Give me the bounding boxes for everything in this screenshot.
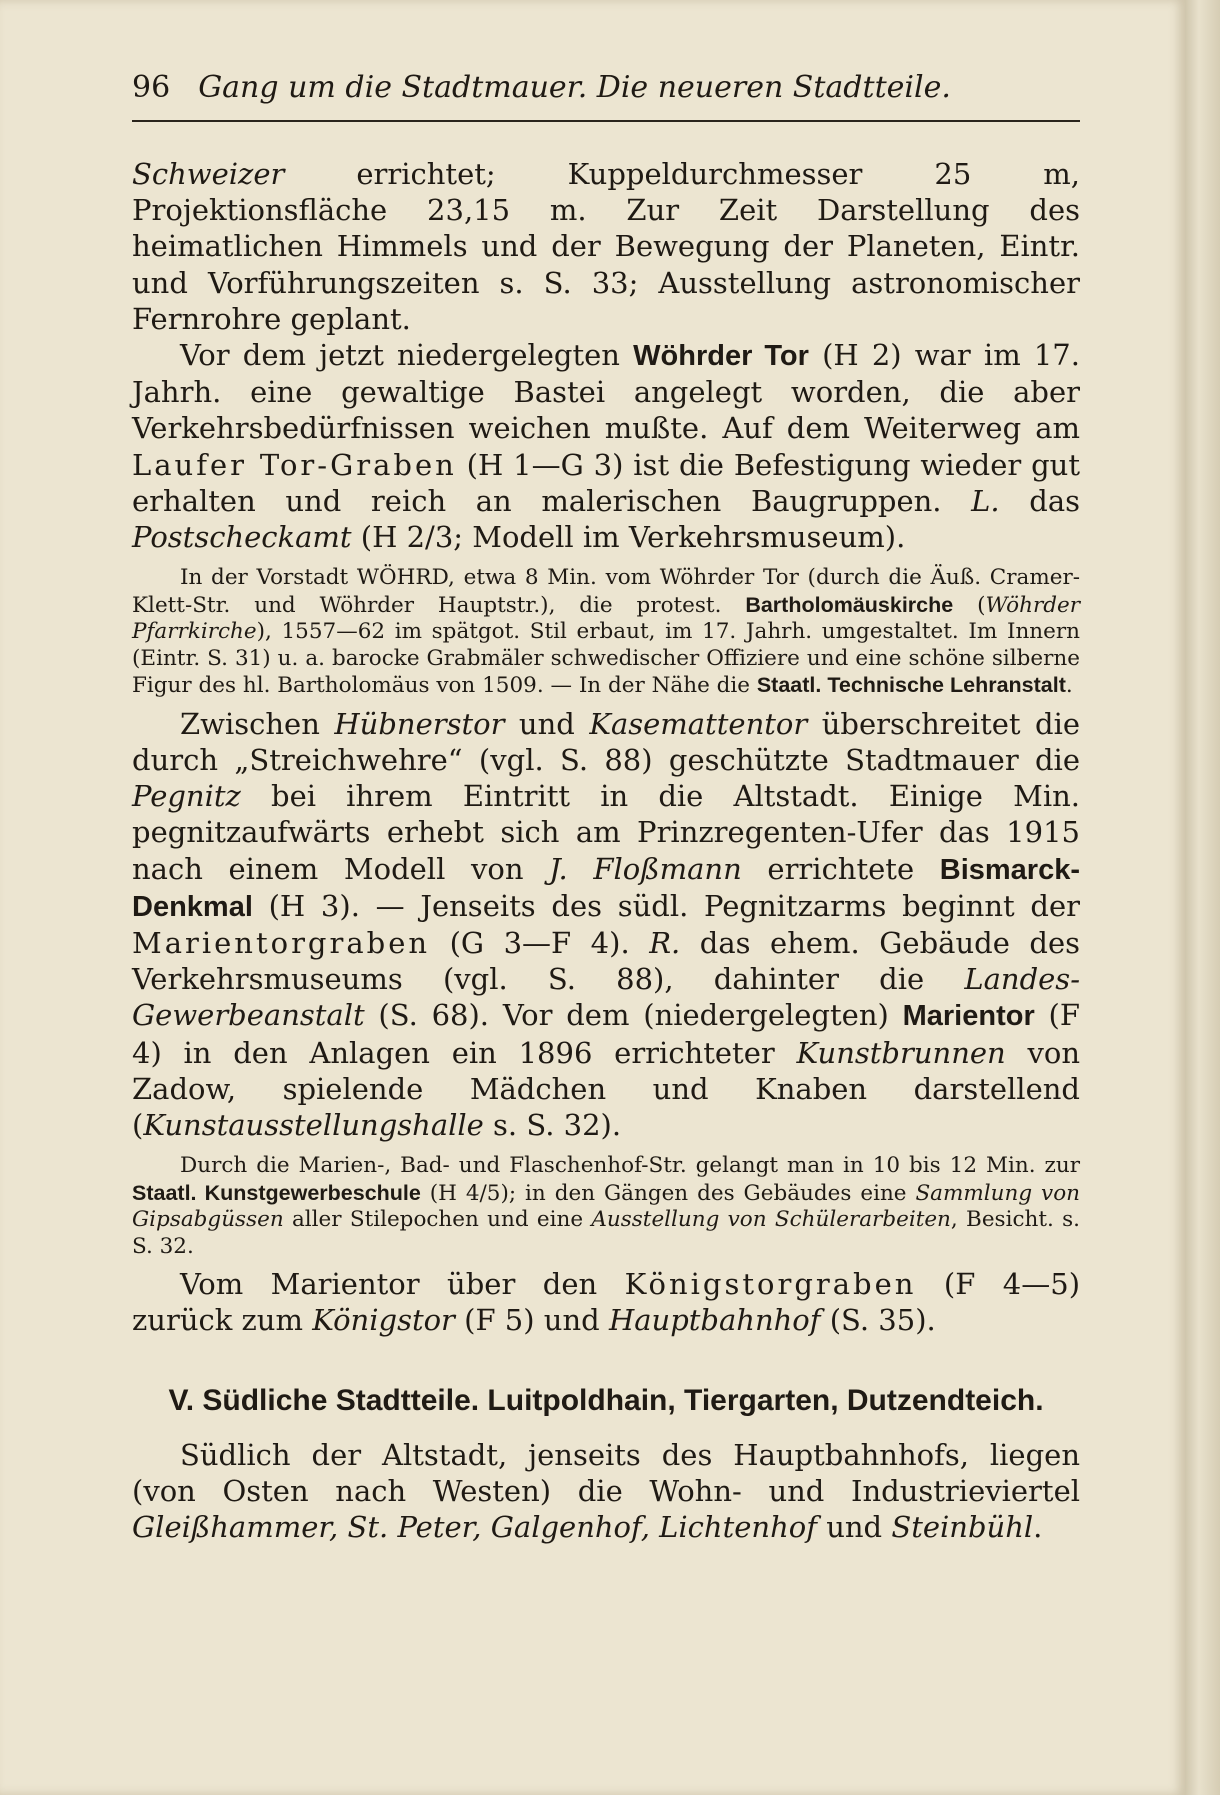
paragraph-suedliche-stadtteile (132, 1437, 1080, 1546)
text-span: Bartholomäuskirche (745, 592, 954, 617)
section-heading: V. Südliche Stadtteile. Luitpoldhain, Tiergarten, Dutzendteich. (168, 1383, 1044, 1417)
text-span: und (816, 1509, 892, 1544)
text-span: Marientorgraben (132, 925, 431, 960)
text-span: (H 2/3; Modell im Verkehrsmuseum). (351, 520, 906, 555)
paragraph-marientor (132, 706, 1080, 1143)
text-span: Ausstellung von Schülerarbeiten (591, 1207, 951, 1233)
text-span: von Zadow, spielende Mädchen und Knaben darstellend ( (132, 1035, 1080, 1142)
page-number: 96 (132, 70, 171, 105)
text-span: Durch die Marien-, Bad- und Flaschenhof-Str. gelangt man in 10 bis 12 Min. zur (180, 1153, 1080, 1179)
text-span: Pegnitz (132, 779, 241, 814)
text-span: R. (649, 925, 681, 960)
text-span: Hauptbahnhof (608, 1303, 821, 1338)
text-span: Schweizer (132, 157, 285, 191)
text-span: (H 2) war im 17. Jahrh. eine gewaltige Bastei angelegt worden, die aber Verkehrsbedürfnissen weichen mußte. Auf dem Weiterweg am (132, 338, 1080, 446)
text-span: Kunstausstellungshalle (143, 1107, 484, 1142)
paragraph-woehrder-tor (132, 337, 1080, 555)
text-span: Vor dem jetzt niedergelegten (180, 338, 634, 373)
text-span: Marientor (902, 1000, 1035, 1033)
text-span: ( (953, 592, 986, 618)
text-span: errichtet; Kuppeldurchmesser 25 m, Projektionsfläche 23,15 m. Zur Zeit Darstellung des heimatlichen Himmels und der Bewegung der Planeten, Eintr. und Vorführungszeiten s. S. 33; Ausstellung astronomischer Fernrohre geplant. (132, 157, 1080, 336)
page-content (132, 70, 1080, 1545)
text-span: Steinbühl (891, 1509, 1034, 1544)
text-span: J. Floßmann (549, 851, 742, 886)
text-span: Kunstbrunnen (796, 1035, 1006, 1070)
text-span: . (1033, 1509, 1043, 1544)
text-span: Kasemattentor (589, 706, 808, 741)
text-span: (H 3). — Jenseits des südl. Pegnitzarms beginnt der (252, 888, 1080, 923)
text-span: (F 5) und (454, 1303, 609, 1338)
text-span: aller Stilepochen und eine (283, 1207, 592, 1233)
page-edge (1185, 0, 1220, 1795)
text-span: Wöhrder Tor (633, 340, 809, 373)
text-span: errichtete (741, 851, 940, 886)
text-span: , Besicht. s. S. 32. (132, 1207, 1080, 1259)
text-span: das (999, 483, 1080, 518)
text-span: und (504, 706, 590, 741)
text-span: s. S. 32). (483, 1107, 622, 1142)
text-span: . (1065, 673, 1073, 699)
paragraph-planetarium (132, 156, 1080, 337)
text-span: ), 1557—62 im spätgot. Stil erbaut, im 17. Jahrh. umgestaltet. Im Innern (Eintr. S. 31) u. a. barocke Grabmäler schwedischer Offiziere und eine schöne silberne Figur des hl. Bartholomäus von 1509. — In der Nähe die (132, 619, 1080, 699)
text-span: (G 3—F 4). (430, 925, 650, 960)
text-span: Hübnerstor (334, 706, 505, 741)
text-span: Königstorgraben (624, 1267, 917, 1302)
running-title: Gang um die Stadtmauer. Die neueren Stadtteile. (198, 70, 951, 105)
text-span: (S. 35). (820, 1303, 936, 1338)
text-span: L. (971, 483, 1000, 518)
text-span: In der Vorstadt WÖHRD, etwa 8 Min. vom Wöhrder Tor (durch die Äuß. Cramer-Klett-Str. und Wöhrder Hauptstr.), die protest. (132, 565, 1080, 618)
text-span: bei ihrem Eintritt in die Altstadt. Einige Min. pegnitzaufwärts erhebt sich am Prinzregenten-Ufer das 1915 nach einem Modell von (132, 779, 1080, 886)
text-span: überschreitet die durch „Streichwehre“ (vgl. S. 88) geschützte Stadtmauer die (132, 706, 1081, 777)
smallprint-woehrd (132, 565, 1080, 700)
text-span: Wöhrder Pfarrkirche (132, 592, 1080, 645)
text-span: (F 4) in den Anlagen ein 1896 errichteter (132, 998, 1080, 1070)
text-span: Bismarck-Denkmal (132, 853, 1081, 923)
text-span: Staatl. Kunstgewerbeschule (132, 1180, 421, 1205)
text-span: Zwischen (180, 706, 335, 741)
text-span: Staatl. Technische Lehranstalt (756, 673, 1066, 698)
text-span: Vom Marientor über den (180, 1267, 625, 1302)
running-header (132, 70, 1080, 122)
text-span: Südlich der Altstadt, jenseits des Hauptbahnhofs, liegen (von Osten nach Westen) die Wohn- und Industrieviertel (132, 1437, 1080, 1508)
text-span: (H 1—G 3) ist die Befestigung wieder gut erhalten und reich an malerischen Baugruppen. (132, 447, 1080, 518)
smallprint-kunstgewerbeschule (132, 1153, 1080, 1260)
text-span: (H 4/5); in den Gängen des Gebäudes eine (420, 1180, 916, 1206)
text-span: das ehem. Gebäude des Verkehrsmuseums (vgl. S. 88), dahinter die (132, 925, 1080, 997)
text-span: Postscheckamt (132, 520, 352, 555)
text-span: (S. 68). Vor dem (niedergelegten) (364, 998, 903, 1033)
text-span: Königstor (312, 1303, 455, 1338)
text-span: Laufer Tor-Graben (132, 447, 457, 482)
text-span: Gleißhammer, St. Peter, Galgenhof, Lichtenhof (132, 1509, 817, 1544)
text-span: (F 4—5) zurück zum (132, 1267, 1081, 1338)
paragraph-koenigstor (132, 1266, 1080, 1338)
text-span: Landes-Gewerbeanstalt (132, 962, 1080, 1033)
text-span: Sammlung von Gipsabgüssen (132, 1180, 1080, 1233)
